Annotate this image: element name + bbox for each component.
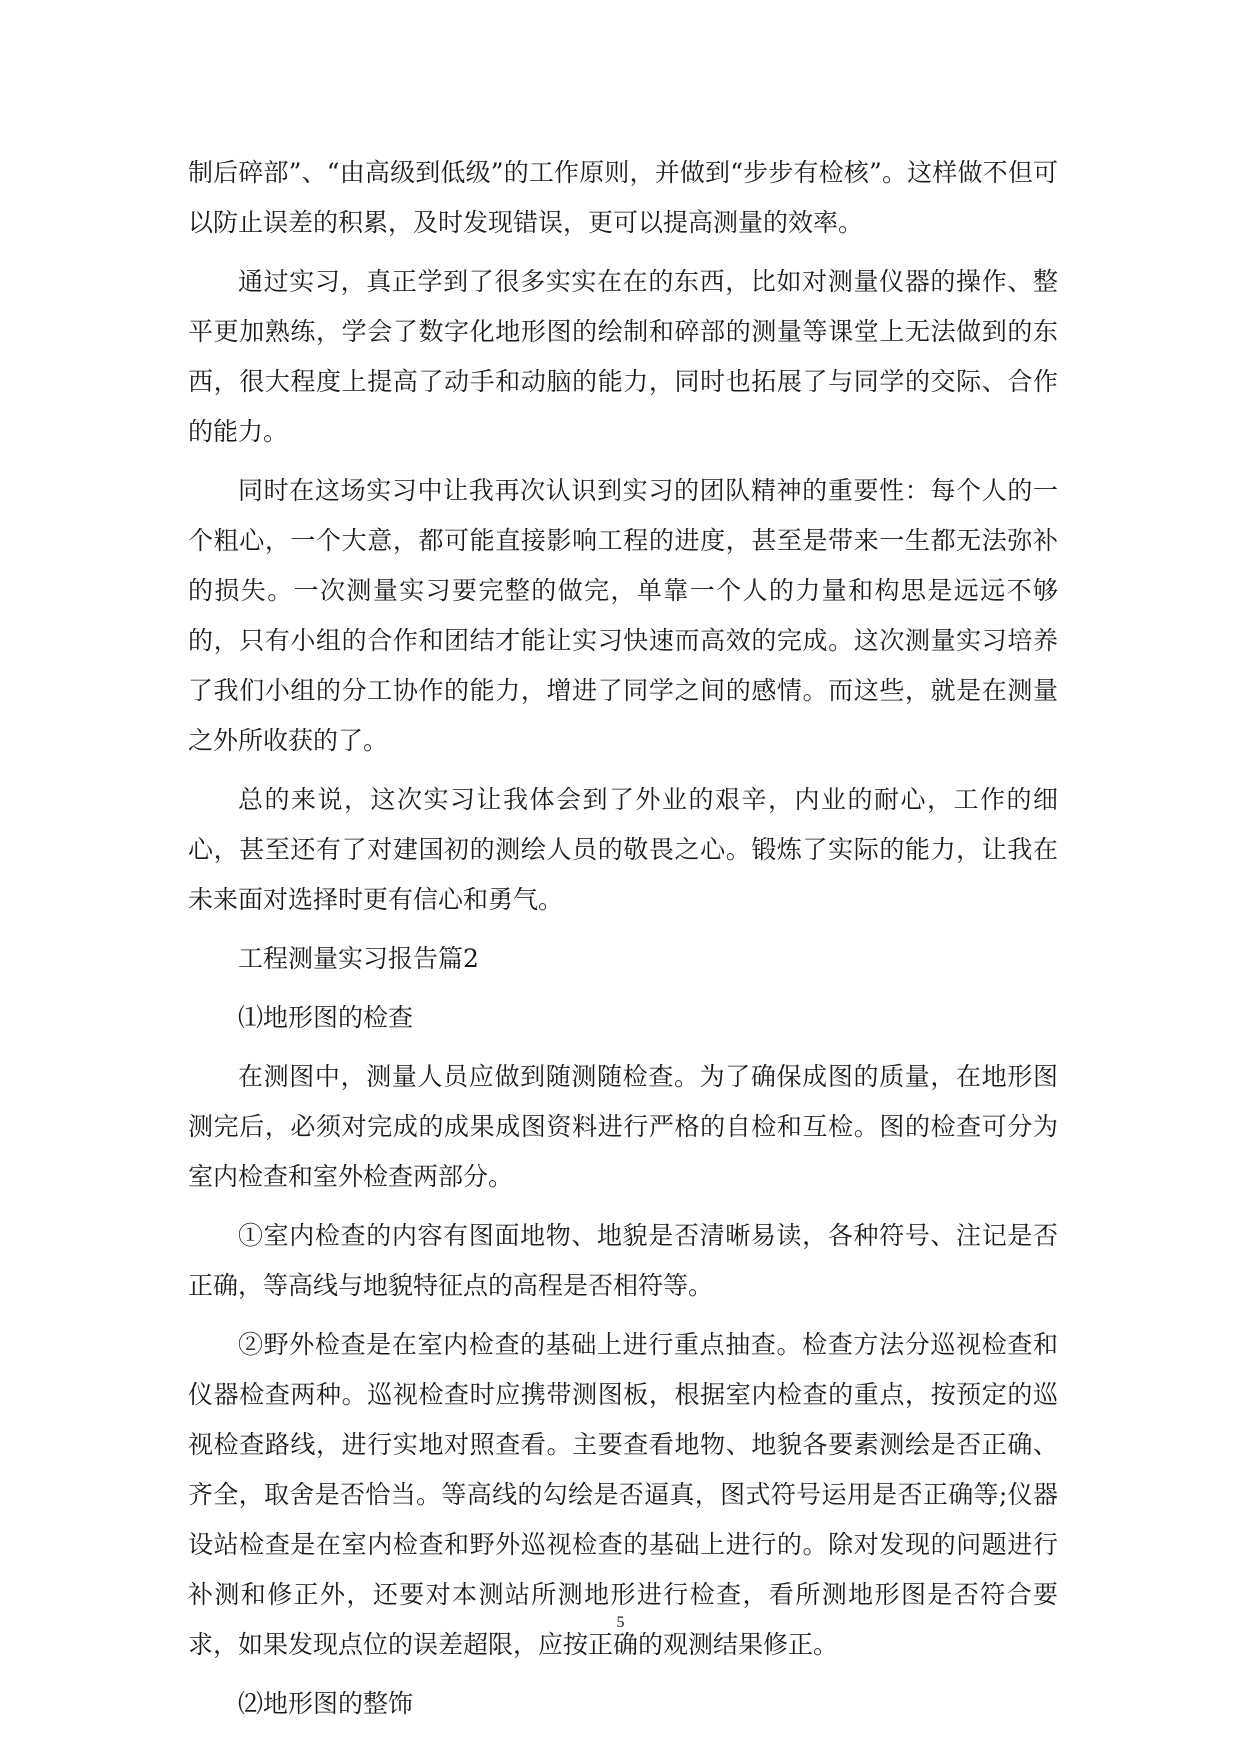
- page-number: 5: [616, 1614, 625, 1631]
- paragraph-continuation: 制后碎部”、“由高级到低级”的工作原则，并做到“步步有检核”。这样做不但可以防止误差的积累，及时发现错误，更可以提高测量的效率。: [188, 158, 1058, 237]
- paragraph-map-check-intro: 在测图中，测量人员应做到随测随检查。为了确保成图的质量，在地形图测完后，必须对完成的成果成图资料进行严格的自检和互检。图的检查可分为室内检查和室外检查两部分。: [188, 1062, 1058, 1191]
- paragraph-teamwork: 同时在这场实习中让我再次认识到实习的团队精神的重要性：每个人的一个粗心，一个大意，都可能直接影响工程的进度，甚至是带来一生都无法弥补的损失。一次测量实习要完整的做完，单靠一个人的力量和构思是远远不够的，只有小组的合作和团结才能让实习快速而高效的完成。这次测量实习培养了我们小组的分工协作的能力，增进了同学之间的感情。而这些，就是在测量之外所收获的了。: [188, 476, 1058, 755]
- subheading-map-finishing: ⑵地形图的整饰: [238, 1689, 414, 1718]
- paragraph-summary: 总的来说，这次实习让我体会到了外业的艰辛，内业的耐心，工作的细心，甚至还有了对建国初的测绘人员的敬畏之心。锻炼了实际的能力，让我在未来面对选择时更有信心和勇气。: [188, 785, 1058, 914]
- subheading-map-check: ⑴地形图的检查: [238, 1003, 414, 1032]
- paragraph-field-check: ②野外检查是在室内检查的基础上进行重点抽查。检查方法分巡视检查和仪器检查两种。巡视检查时应携带测图板，根据室内检查的重点，按预定的巡视检查路线，进行实地对照查看。主要查看地物、地貌各要素测绘是否正确、齐全，取舍是否恰当。等高线的勾绘是否逼真，图式符号运用是否正确等;仪器设站检查是在室内检查和野外巡视检查的基础上进行的。除对发现的问题进行补测和修正外，还要对本测站所测地形进行检查，看所测地形图是否符合要求，如果发现点位的误差超限，应按正确的观测结果修正。: [188, 1330, 1058, 1659]
- paragraph-indoor-check: ①室内检查的内容有图面地物、地貌是否清晰易读，各种符号、注记是否正确，等高线与地貌特征点的高程是否相符等。: [188, 1221, 1058, 1300]
- document-body: [188, 148, 1058, 1729]
- paragraph-learning: 通过实习，真正学到了很多实实在在的东西，比如对测量仪器的操作、整平更加熟练，学会了数字化地形图的绘制和碎部的测量等课堂上无法做到的东西，很大程度上提高了动手和动脑的能力，同时也拓展了与同学的交际、合作的能力。: [188, 267, 1058, 446]
- section-heading: 工程测量实习报告篇2: [238, 944, 479, 973]
